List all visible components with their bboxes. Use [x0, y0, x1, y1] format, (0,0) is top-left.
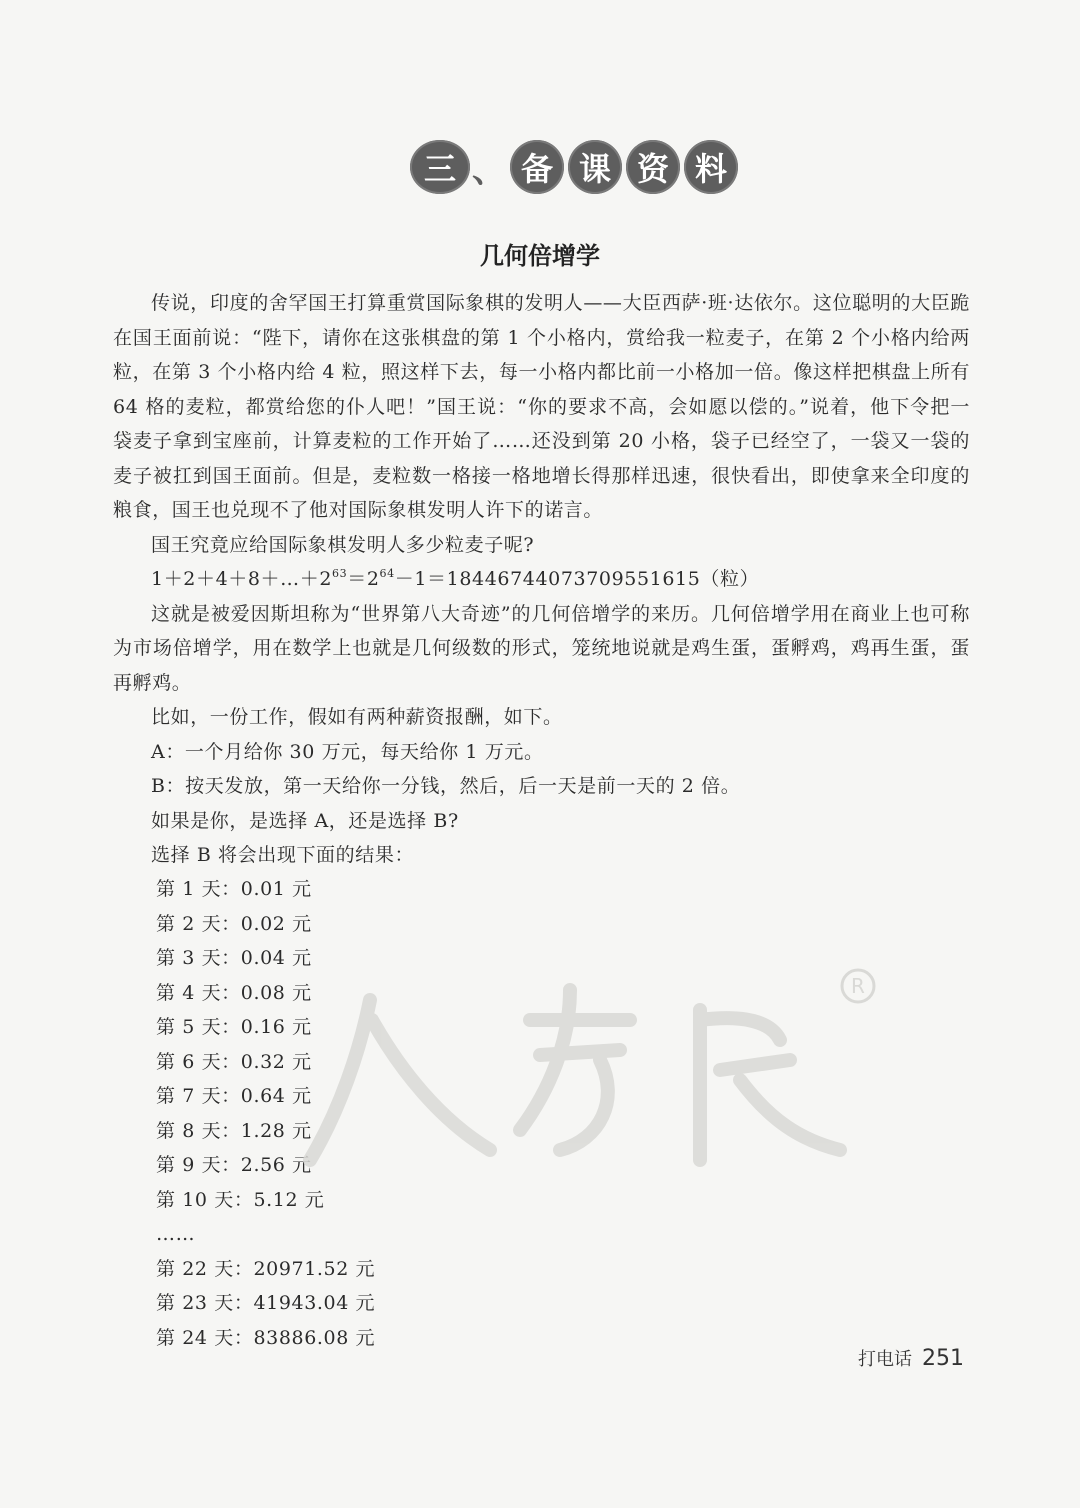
formula-mid: ＝2: [347, 568, 380, 590]
page-number: 251: [922, 1346, 964, 1371]
article-title: 几何倍增学: [480, 242, 600, 270]
paragraph: 国王究竟应给国际象棋发明人多少粒麦子呢?: [151, 533, 535, 556]
page-footer: [858, 1345, 964, 1371]
paragraph: 选择 B 将会出现下面的结果：: [151, 844, 415, 866]
results-list: [156, 872, 375, 1355]
result-row: 第 6 天：0.32 元: [156, 1050, 312, 1073]
section-badge: 料: [684, 140, 738, 194]
formula-lhs: 1＋2＋4＋8＋…＋2: [151, 568, 333, 590]
result-row: 第 3 天：0.04 元: [156, 947, 312, 969]
formula-rhs: －1＝18446744073709551615（粒）: [394, 568, 760, 590]
section-badge: 资: [626, 140, 680, 194]
result-row: 第 9 天：2.56 元: [156, 1154, 312, 1176]
result-row: 第 23 天：41943.04 元: [156, 1292, 376, 1314]
footer-label: 打电话: [858, 1349, 912, 1370]
result-row: 第 7 天：0.64 元: [156, 1085, 312, 1107]
publisher-watermark: [300, 960, 900, 1180]
section-heading: [410, 140, 742, 194]
article-body: [113, 286, 970, 873]
section-badge: 三: [410, 140, 470, 194]
result-row: 第 10 天：5.12 元: [156, 1188, 325, 1211]
section-badge: 备: [510, 140, 564, 194]
paragraph: 这就是被爱因斯坦称为“世界第八大奇迹”的几何倍增学的来历。几何倍增学用在商业上也可称为市场倍增学，用在数学上也就是几何级数的形式，笼统地说就是鸡生蛋，蛋孵鸡，鸡再生蛋，蛋再孵鸡。: [113, 602, 970, 694]
paragraph: 传说，印度的舍罕国王打算重赏国际象棋的发明人——大臣西萨·班·达依尔。这位聪明的大臣跪在国王面前说：“陛下，请你在这张棋盘的第 1 个小格内，赏给我一粒麦子，在第 2 个小格内给两粒，在第 3 个小格内给 4 粒，照这样下去，每一小格内都比前一小格加一倍。像这样把棋盘上所有 64 格的麦粒，都赏给您的仆人吧！”国王说：“你的要求不高，会如愿以偿的。”说着，他下令把一袋麦子拿到宝座前，计算麦粒的工作开始了……还没到第 20 小格，袋子已经空了，一袋又一袋的麦子被扛到国王面前。但是，麦粒数一格接一格地增长得那样迅速，很快看出，即使拿来全印度的粮食，国王也兑现不了他对国际象棋发明人许下的诺言。: [113, 292, 970, 521]
result-row: 第 5 天：0.16 元: [156, 1016, 312, 1038]
section-badge: 课: [568, 140, 622, 194]
formula-exponent: 64: [379, 567, 395, 580]
paragraph: B：按天发放，第一天给你一分钱，然后，后一天是前一天的 2 倍。: [151, 775, 741, 797]
section-separator: 、: [472, 150, 506, 191]
svg-text:R: R: [851, 974, 865, 998]
formula: [113, 562, 970, 597]
result-row: 第 24 天：83886.08 元: [156, 1326, 376, 1349]
result-row: 第 22 天：20971.52 元: [156, 1257, 376, 1280]
paragraph: 比如，一份工作，假如有两种薪资报酬，如下。: [151, 706, 563, 728]
result-row: 第 2 天：0.02 元: [156, 912, 312, 935]
result-row: 第 1 天：0.01 元: [156, 878, 312, 900]
result-row: 第 8 天：1.28 元: [156, 1119, 312, 1142]
paragraph: A：一个月给你 30 万元，每天给你 1 万元。: [151, 740, 544, 763]
result-ellipsis: ……: [156, 1223, 196, 1245]
formula-exponent: 63: [332, 567, 348, 580]
result-row: 第 4 天：0.08 元: [156, 981, 312, 1004]
paragraph: 如果是你，是选择 A，还是选择 B?: [151, 809, 459, 832]
